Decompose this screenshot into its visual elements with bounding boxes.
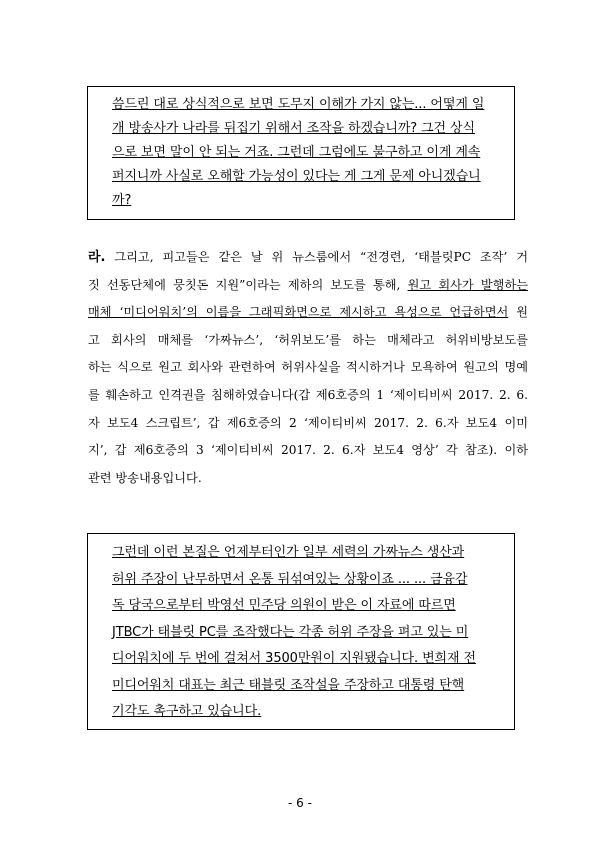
quote-line: 디어워치에 두 번에 걸쳐서 3500만원이 지원됐습니다. 변희재 전 — [112, 651, 476, 666]
quote-line: 미디어워치 대표는 최근 태블릿 조작설을 주장하고 대통령 탄핵 — [112, 677, 465, 693]
quote-line: 까? — [112, 193, 132, 208]
page-number: - 6 - — [288, 796, 312, 810]
paragraph-line: 짓 선동단체에 뭉칫돈 지원”이라는 제하의 보도를 통해, 원고 회사가 발행하는 — [88, 277, 528, 292]
paragraph-line: 를 훼손하고 인격권을 침해하였습니다(갑 제6호증의 1 ‘제이티비씨 2017. 2. 6. — [88, 387, 528, 402]
quote-line: 개 방송사가 나라를 뒤집기 위해서 조작을 하겠습니까? 그건 상식 — [112, 121, 475, 136]
quote-line: 퍼지니까 사실로 오해할 가능성이 있다는 게 그게 문제 아니겠습니 — [112, 169, 481, 184]
broadcast-quote-box-2 — [87, 533, 515, 730]
paragraph-line: 자 보도4 스크립트’, 갑 제6호증의 2 ‘제이티비씨 2017. 2. 6.자 보도4 이미 — [88, 415, 528, 430]
quote-line: 으로 보면 말이 안 되는 거죠. 그런데 그럼에도 불구하고 이게 계속 — [112, 145, 481, 160]
paragraph-line: 라. 그리고, 피고들은 같은 날 위 뉴스룸에서 “전경련, ‘태블릿PC 조작’ 거 — [88, 250, 528, 265]
broadcast-quote-box-1 — [87, 86, 515, 220]
quote-line: 허위 주장이 난무하면서 온통 뒤섞여있는 상황이죠 ... ... 금융감 — [112, 571, 468, 587]
section-heading: 라. — [88, 250, 106, 265]
paragraph-line: 하는 식으로 원고 회사와 관련하여 허위사실을 적시하거나 모욕하여 원고의 명예 — [88, 360, 528, 375]
paragraph-line: 지’, 갑 제6호증의 3 ‘제이티비씨 2017. 2. 6.자 보도4 영상’ 각 참조). 이하 — [88, 443, 528, 458]
paragraph-line: 매체 ‘미디어워치’의 이름을 그래픽화면으로 제시하고 욕성으로 언급하면서 원 — [88, 305, 528, 320]
paragraph-line: 관련 방송내용입니다. — [88, 470, 202, 485]
quote-line: 기각도 촉구하고 있습니다. — [112, 704, 262, 719]
quote-line: 그런데 이런 본질은 언제부터인가 일부 세력의 가짜뉴스 생산과 — [112, 545, 465, 560]
body-paragraph-ra — [88, 244, 528, 492]
quote-line: 씀드린 대로 상식적으로 보면 도무지 이해가 가지 않는... 어떻게 일 — [112, 97, 485, 112]
quote-line: JTBC가 태블릿 PC를 조작했다는 각종 허위 주장을 펴고 있는 미 — [112, 624, 469, 640]
paragraph-line: 고 회사의 매체를 ‘가짜뉴스’, ‘허위보도’를 하는 매체라고 허위비방보도를 — [88, 332, 528, 347]
quote-line: 독 당국으로부터 박영선 민주당 의원이 받은 이 자료에 따르면 — [112, 598, 456, 613]
